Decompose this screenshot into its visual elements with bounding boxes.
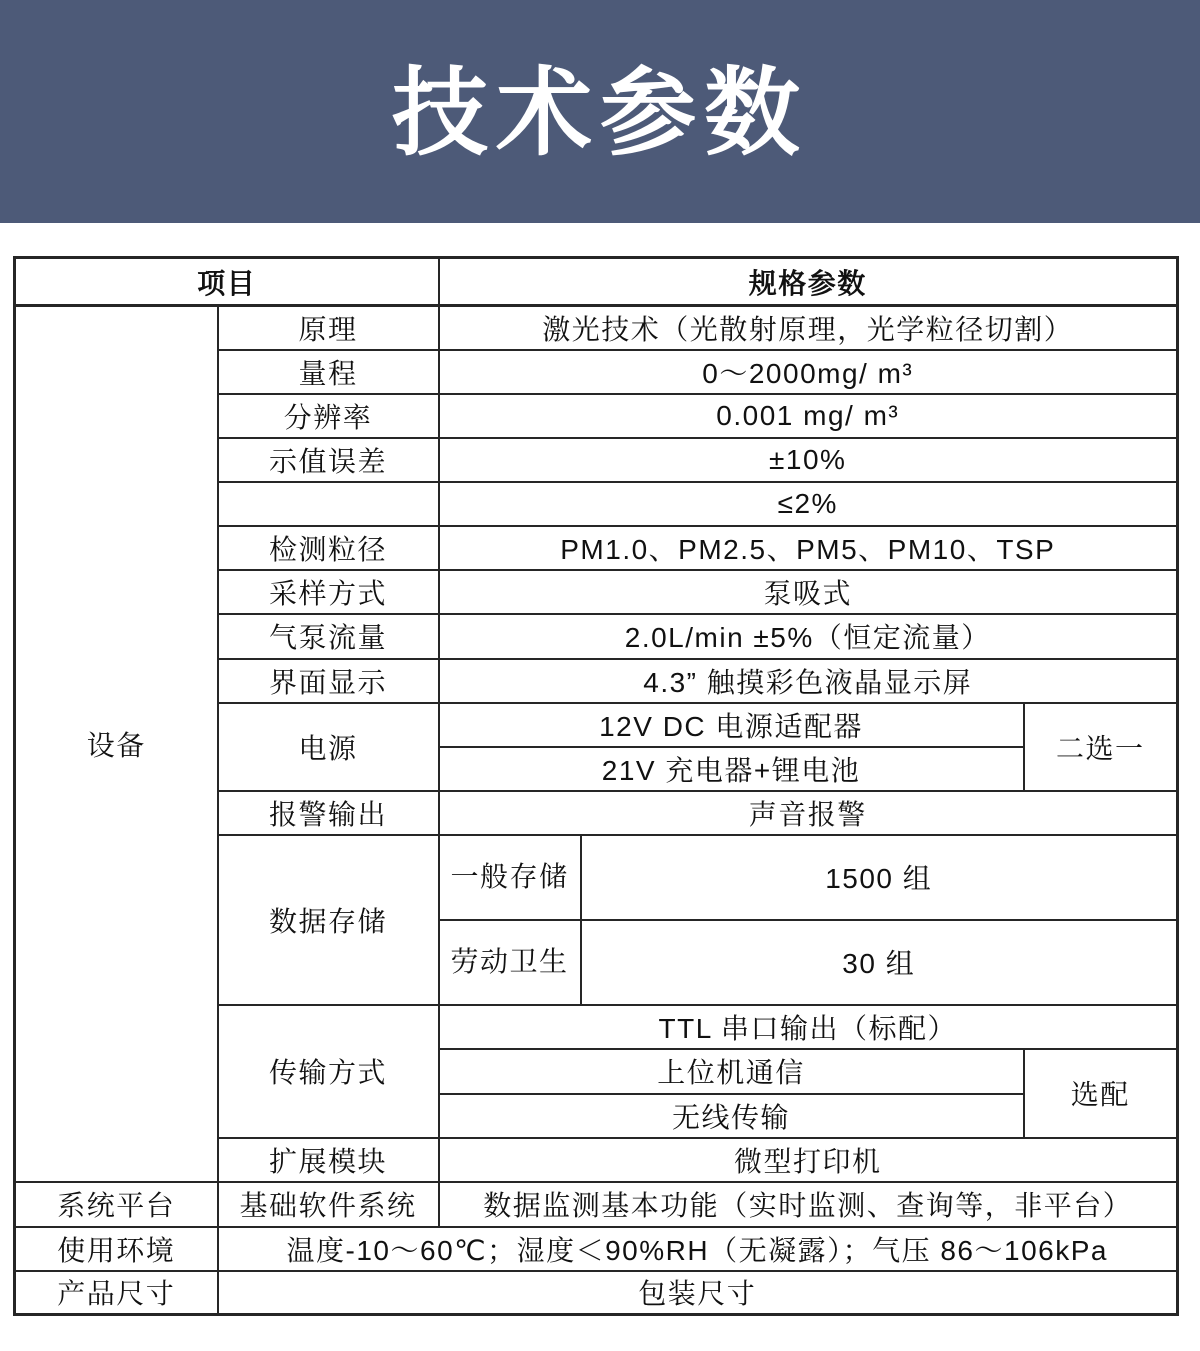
power-option-2: 21V 充电器+锂电池 <box>439 747 1024 791</box>
row-dimensions <box>15 1271 1178 1315</box>
repeatability-value: ≤2% <box>439 482 1178 526</box>
row-environment <box>15 1227 1178 1271</box>
indication-error-value: ±10% <box>439 438 1178 482</box>
principle-value: 激光技术（光散射原理，光学粒径切割） <box>439 306 1178 350</box>
particle-size-label: 检测粒径 <box>218 526 439 570</box>
pump-flow-label: 气泵流量 <box>218 614 439 659</box>
power-note: 二选一 <box>1024 703 1178 791</box>
dimensions-label: 产品尺寸 <box>15 1271 218 1315</box>
alarm-output-label: 报警输出 <box>218 791 439 835</box>
table-header-row <box>15 258 1178 306</box>
transmission-standard: TTL 串口输出（标配） <box>439 1005 1178 1049</box>
sampling-mode-value: 泵吸式 <box>439 570 1178 614</box>
storage-general-value: 1500 组 <box>581 835 1178 920</box>
data-storage-label: 数据存储 <box>218 835 439 1005</box>
device-group-label: 设备 <box>15 306 218 1182</box>
particle-size-value: PM1.0、PM2.5、PM5、PM10、TSP <box>439 526 1178 570</box>
pump-flow-value: 2.0L/min ±5%（恒定流量） <box>439 614 1178 659</box>
alarm-output-value: 声音报警 <box>439 791 1178 835</box>
spec-table <box>13 256 1179 1316</box>
storage-occupational-label: 劳动卫生 <box>439 920 581 1005</box>
power-option-1: 12V DC 电源适配器 <box>439 703 1024 747</box>
title-banner <box>0 0 1200 223</box>
display-label: 界面显示 <box>218 659 439 703</box>
header-spec: 规格参数 <box>439 258 1178 306</box>
expansion-label: 扩展模块 <box>218 1138 439 1182</box>
row-platform <box>15 1182 1178 1227</box>
dimensions-value: 包装尺寸 <box>218 1271 1178 1315</box>
range-value: 0～2000mg/ m³ <box>439 350 1178 394</box>
row-principle <box>15 306 1178 350</box>
storage-general-label: 一般存储 <box>439 835 581 920</box>
environment-value: 温度-10～60℃；湿度＜90%RH（无凝露）；气压 86～106kPa <box>218 1227 1178 1271</box>
resolution-label: 分辨率 <box>218 394 439 438</box>
display-value: 4.3” 触摸彩色液晶显示屏 <box>439 659 1178 703</box>
header-item: 项目 <box>15 258 439 306</box>
indication-error-label: 示值误差 <box>218 438 439 482</box>
power-label: 电源 <box>218 703 439 791</box>
platform-label: 系统平台 <box>15 1182 218 1227</box>
platform-value: 数据监测基本功能（实时监测、查询等，非平台） <box>439 1182 1178 1227</box>
transmission-label: 传输方式 <box>218 1005 439 1138</box>
environment-label: 使用环境 <box>15 1227 218 1271</box>
page-title: 技术参数 <box>392 59 808 167</box>
sampling-mode-label: 采样方式 <box>218 570 439 614</box>
range-label: 量程 <box>218 350 439 394</box>
resolution-value: 0.001 mg/ m³ <box>439 394 1178 438</box>
repeatability-label <box>218 482 439 526</box>
expansion-value: 微型打印机 <box>439 1138 1178 1182</box>
transmission-note: 选配 <box>1024 1049 1178 1138</box>
principle-label: 原理 <box>218 306 439 350</box>
platform-sublabel: 基础软件系统 <box>218 1182 439 1227</box>
transmission-host-comm: 上位机通信 <box>439 1049 1024 1094</box>
storage-occupational-value: 30 组 <box>581 920 1178 1005</box>
transmission-wireless: 无线传输 <box>439 1094 1024 1138</box>
